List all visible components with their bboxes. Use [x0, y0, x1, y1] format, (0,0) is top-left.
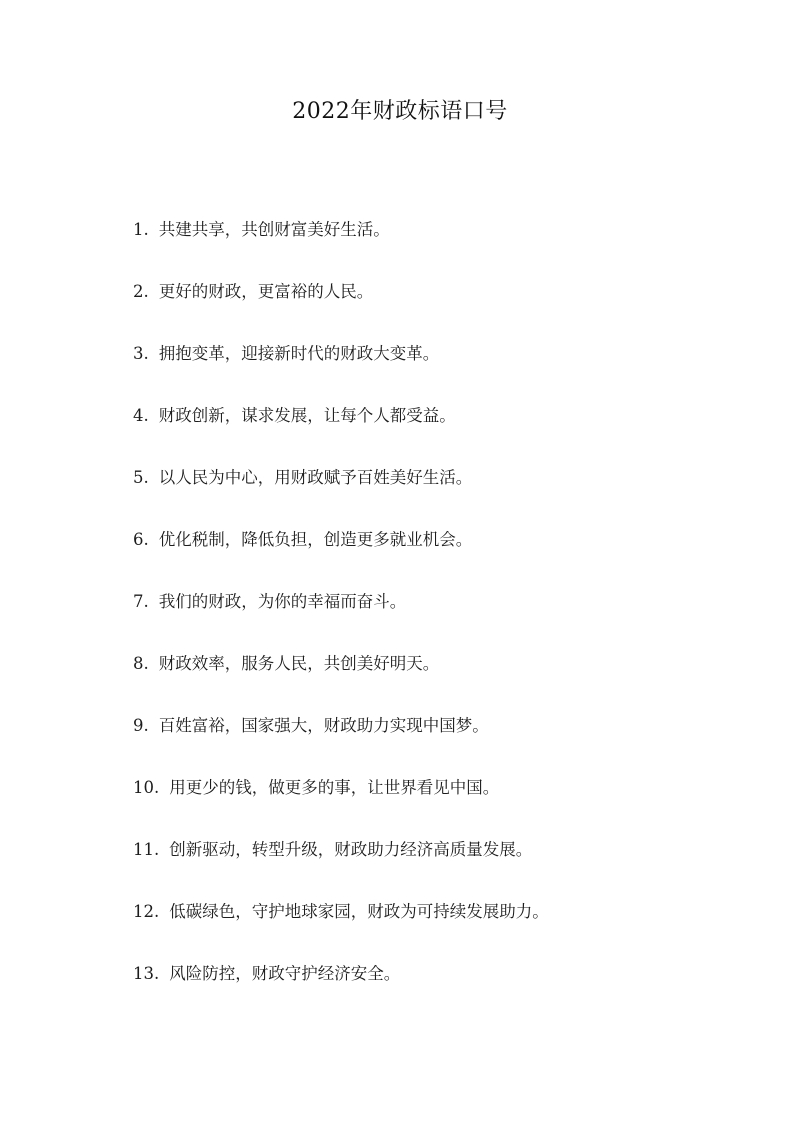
slogan-item-2 — [133, 276, 753, 338]
slogan-item-12 — [133, 896, 753, 958]
slogan-number: 1. — [133, 220, 149, 239]
slogan-number: 11. — [133, 840, 160, 859]
slogan-number: 4. — [133, 406, 149, 425]
slogan-number: 3. — [133, 344, 149, 363]
slogan-text: 财政创新，谋求发展，让每个人都受益。 — [158, 406, 456, 425]
slogan-text: 用更少的钱，做更多的事，让世界看见中国。 — [169, 778, 500, 797]
slogan-item-8 — [133, 648, 753, 710]
slogan-number: 13. — [133, 964, 160, 983]
slogan-item-4 — [133, 400, 753, 462]
slogan-number: 8. — [133, 654, 149, 673]
document-title: 2022年财政标语口号 — [292, 99, 508, 124]
slogan-text: 更好的财政，更富裕的人民。 — [158, 282, 374, 301]
slogan-number: 5. — [133, 468, 149, 487]
slogan-number: 7. — [133, 592, 149, 611]
slogan-number: 10. — [133, 778, 160, 797]
slogan-item-5 — [133, 462, 753, 524]
slogan-list — [133, 214, 753, 1020]
slogan-item-9 — [133, 710, 753, 772]
slogan-number: 6. — [133, 530, 149, 549]
slogan-item-6 — [133, 524, 753, 586]
slogan-item-1 — [133, 214, 753, 276]
slogan-text: 风险防控，财政守护经济安全。 — [169, 964, 401, 983]
slogan-number: 2. — [133, 282, 149, 301]
slogan-text: 拥抱变革，迎接新时代的财政大变革。 — [158, 344, 440, 363]
slogan-item-7 — [133, 586, 753, 648]
slogan-text: 共建共享，共创财富美好生活。 — [158, 220, 390, 239]
slogan-item-13 — [133, 958, 753, 1020]
slogan-text: 百姓富裕，国家强大，财政助力实现中国梦。 — [158, 716, 489, 735]
slogan-text: 低碳绿色，守护地球家园，财政为可持续发展助力。 — [169, 902, 549, 921]
slogan-item-10 — [133, 772, 753, 834]
slogan-number: 12. — [133, 902, 160, 921]
slogan-item-3 — [133, 338, 753, 400]
slogan-text: 财政效率，服务人民，共创美好明天。 — [158, 654, 440, 673]
slogan-text: 我们的财政，为你的幸福而奋斗。 — [158, 592, 407, 611]
slogan-text: 优化税制，降低负担，创造更多就业机会。 — [158, 530, 473, 549]
slogan-text: 创新驱动，转型升级，财政助力经济高质量发展。 — [169, 840, 533, 859]
slogan-item-11 — [133, 834, 753, 896]
slogan-text: 以人民为中心，用财政赋予百姓美好生活。 — [158, 468, 473, 487]
slogan-number: 9. — [133, 716, 149, 735]
